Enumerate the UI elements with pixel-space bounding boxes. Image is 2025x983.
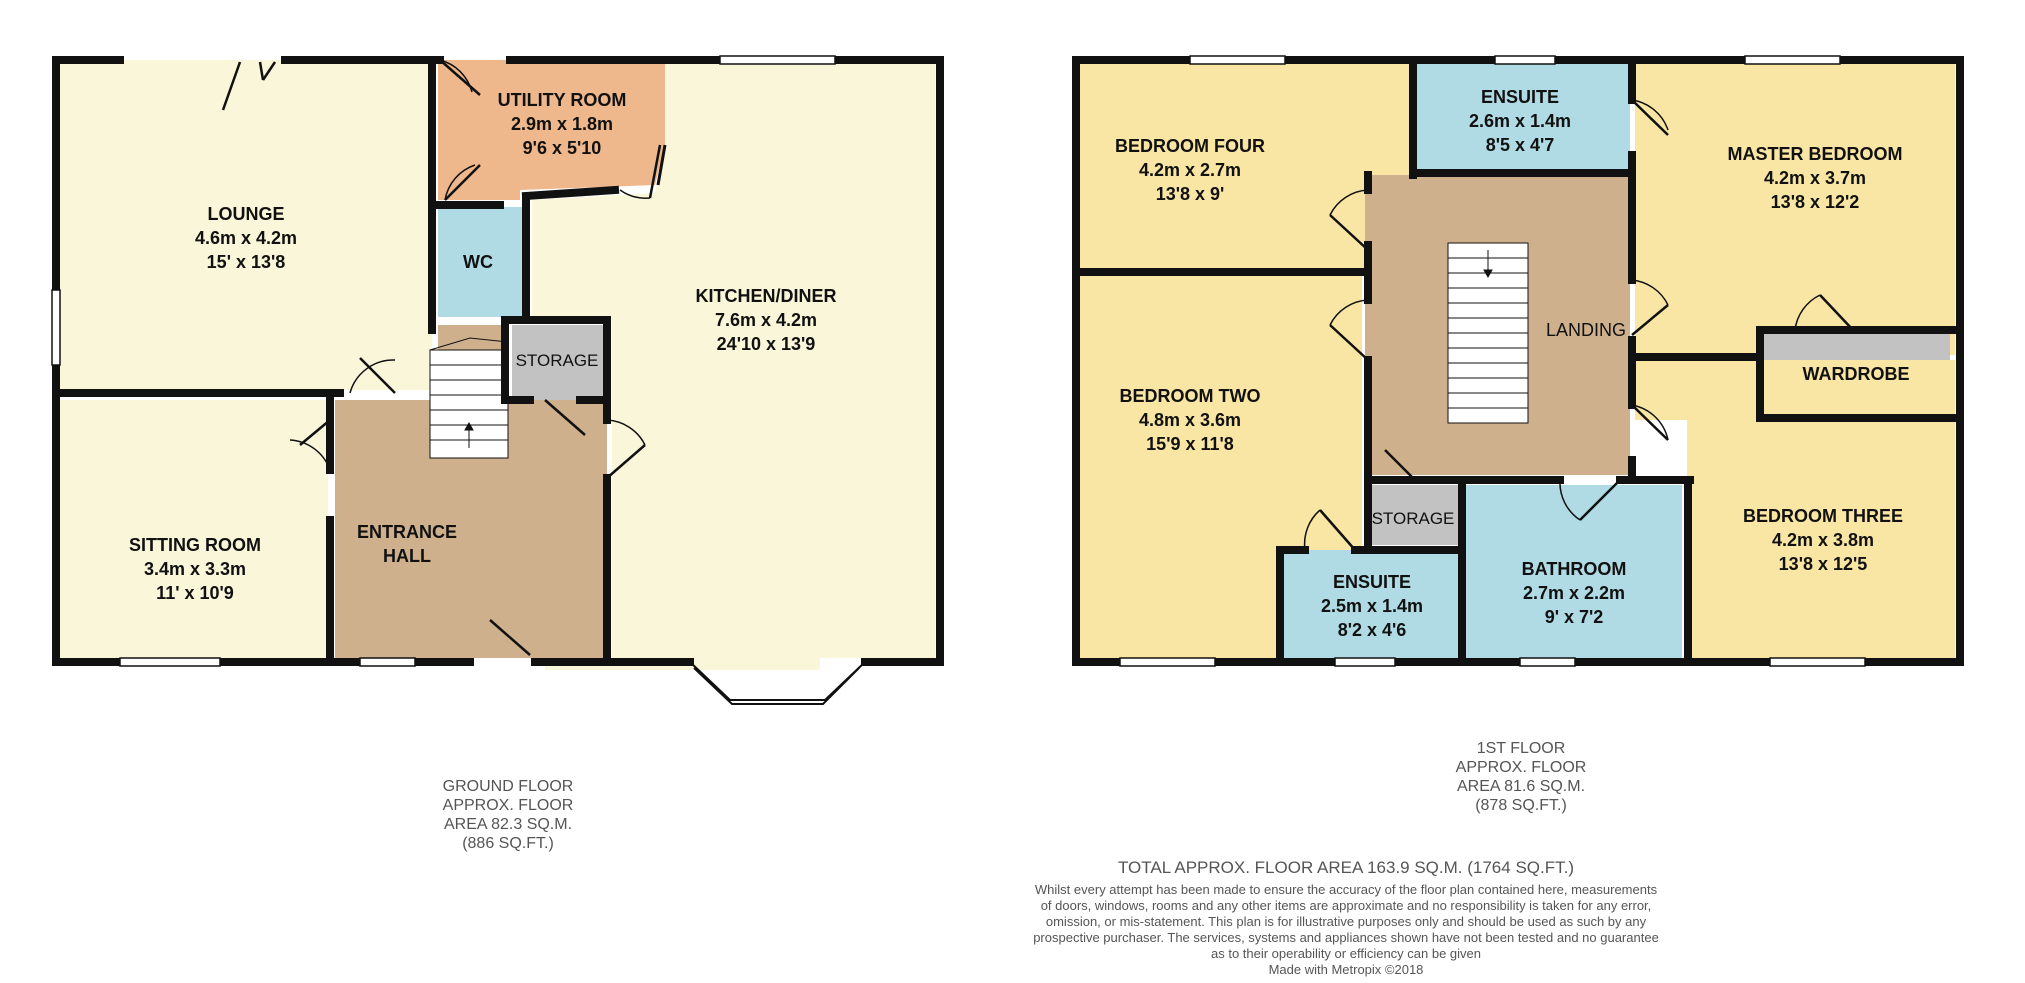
- ground-caption-line2: APPROX. FLOOR: [442, 797, 574, 814]
- bedroom-two-lower: [1080, 480, 1280, 658]
- sitting-metric: 3.4m x 3.3m: [143, 559, 247, 579]
- landing-label: LANDING: [1545, 320, 1627, 340]
- ground-caption-line1: GROUND FLOOR: [442, 778, 574, 795]
- lounge-metric: 4.6m x 4.2m: [194, 228, 298, 248]
- disclaimer-line2: of doors, windows, rooms and any other items are approximate and no responsibility is taken for any error,: [1040, 898, 1652, 913]
- ground-caption-line3: AREA 82.3 SQ.M.: [443, 816, 573, 833]
- disclaimer-line5: as to their operability or efficiency can be given: [1210, 946, 1482, 961]
- total-area: TOTAL APPROX. FLOOR AREA 163.9 SQ.M. (1764 SQ.FT.): [1117, 858, 1575, 877]
- master-label: MASTER BEDROOM: [1727, 144, 1903, 164]
- sitting-imperial: 11' x 10'9: [156, 583, 234, 603]
- utility-imperial: 9'6 x 5'10: [522, 138, 602, 158]
- first-stairs: [1448, 243, 1528, 423]
- disclaimer-line6: Made with Metropix ©2018: [1268, 962, 1424, 977]
- bedroom-four-room: [1080, 60, 1410, 270]
- lounge-imperial: 15' x 13'8: [206, 252, 286, 272]
- sitting-label: SITTING ROOM: [129, 535, 261, 555]
- bedroom-three-upper: [1635, 360, 1760, 420]
- disclaimer-line3: omission, or mis-statement. This plan is for illustrative purposes only and should be used as such by any: [1045, 914, 1647, 929]
- ensuite-top-label: ENSUITE: [1480, 87, 1560, 107]
- wardrobe-label: WARDROBE: [1802, 364, 1910, 384]
- bathroom-label: BATHROOM: [1521, 559, 1627, 579]
- master-metric: 4.2m x 3.7m: [1763, 168, 1867, 188]
- bed4-imperial: 13'8 x 9': [1155, 184, 1225, 204]
- utility-label: UTILITY ROOM: [497, 90, 627, 110]
- bathroom-metric: 2.7m x 2.2m: [1522, 583, 1626, 603]
- disclaimer-line4: prospective purchaser. The services, systems and appliances shown have not been tested and no guarantee: [1033, 930, 1659, 945]
- lounge-label: LOUNGE: [207, 204, 285, 224]
- bed2-metric: 4.8m x 3.6m: [1138, 410, 1242, 430]
- wc-label: WC: [463, 252, 493, 272]
- ensuite-bottom-imperial: 8'2 x 4'6: [1337, 620, 1407, 640]
- disclaimer-line1: Whilst every attempt has been made to ensure the accuracy of the floor plan contained here, measurements: [1034, 882, 1658, 897]
- bed4-metric: 4.2m x 2.7m: [1138, 160, 1242, 180]
- bed3-label: BEDROOM THREE: [1742, 506, 1904, 526]
- first-caption-line3: AREA 81.6 SQ.M.: [1456, 778, 1586, 795]
- storage-first-label: STORAGE: [1371, 509, 1455, 528]
- bed4-label: BEDROOM FOUR: [1115, 136, 1265, 156]
- lounge-room: [60, 60, 432, 390]
- hall-label-line2: HALL: [383, 546, 431, 566]
- bathroom-imperial: 9' x 7'2: [1544, 607, 1604, 627]
- ensuite-bottom-metric: 2.5m x 1.4m: [1320, 596, 1424, 616]
- sitting-room: [60, 400, 328, 658]
- ground-floor-plan: [52, 56, 940, 704]
- ensuite-bottom-label: ENSUITE: [1332, 572, 1412, 592]
- bed2-label: BEDROOM TWO: [1119, 386, 1261, 406]
- first-floor-plan: [1076, 56, 1960, 666]
- first-caption-line1: 1ST FLOOR: [1476, 740, 1566, 757]
- ground-stairs: [430, 338, 508, 458]
- bed2-imperial: 15'9 x 11'8: [1146, 434, 1234, 454]
- bed3-imperial: 13'8 x 12'5: [1778, 554, 1868, 574]
- first-caption-line2: APPROX. FLOOR: [1455, 759, 1587, 776]
- ensuite-top-metric: 2.6m x 1.4m: [1468, 111, 1572, 131]
- kitchen-metric: 7.6m x 4.2m: [714, 310, 818, 330]
- master-imperial: 13'8 x 12'2: [1770, 192, 1860, 212]
- hall-label-line1: ENTRANCE: [356, 522, 458, 542]
- kitchen-imperial: 24'10 x 13'9: [716, 334, 816, 354]
- ensuite-top-imperial: 8'5 x 4'7: [1485, 135, 1555, 155]
- utility-metric: 2.9m x 1.8m: [510, 114, 614, 134]
- first-caption-line4: (878 SQ.FT.): [1475, 797, 1567, 814]
- bed3-metric: 4.2m x 3.8m: [1771, 530, 1875, 550]
- kitchen-label: KITCHEN/DINER: [695, 286, 837, 306]
- storage-ground-label: STORAGE: [515, 351, 599, 370]
- ground-caption-line4: (886 SQ.FT.): [462, 835, 554, 852]
